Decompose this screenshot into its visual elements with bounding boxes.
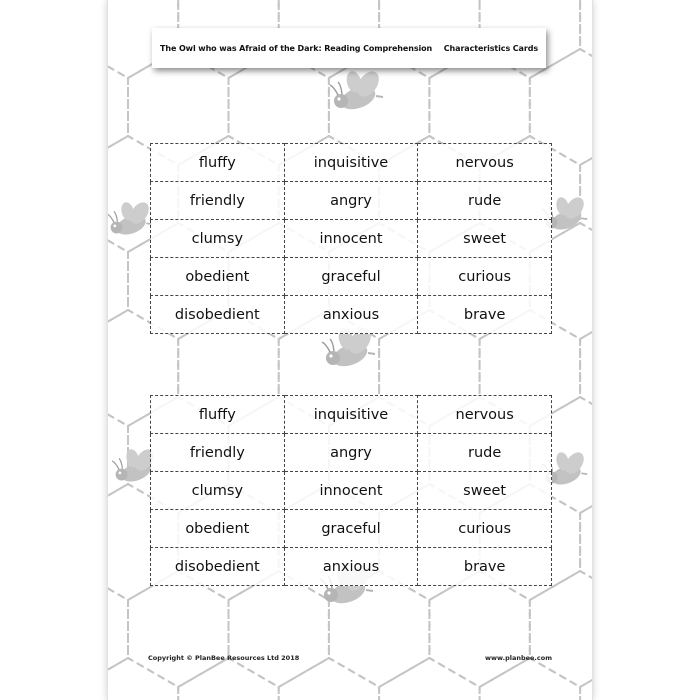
- title-bar: [152, 28, 546, 68]
- characteristic-card: rude: [418, 182, 552, 220]
- characteristic-card: curious: [418, 258, 552, 296]
- honeycomb-background: [108, 0, 592, 700]
- characteristic-card: brave: [418, 548, 552, 586]
- card-row: [151, 220, 552, 258]
- characteristic-card: innocent: [284, 220, 418, 258]
- characteristic-card: innocent: [284, 472, 418, 510]
- worksheet-title: The Owl who was Afraid of the Dark: Reading Comprehension: [160, 43, 433, 53]
- characteristic-card: fluffy: [151, 396, 285, 434]
- card-row: [151, 434, 552, 472]
- characteristic-card: disobedient: [151, 296, 285, 334]
- bee-icon: [330, 67, 383, 113]
- characteristic-card: anxious: [284, 296, 418, 334]
- characteristic-card: brave: [418, 296, 552, 334]
- website-link: www.planbee.com: [485, 654, 552, 662]
- characteristic-card: graceful: [284, 510, 418, 548]
- worksheet-page: [108, 0, 592, 700]
- card-row: [151, 472, 552, 510]
- characteristic-card: friendly: [151, 182, 285, 220]
- characteristic-card: curious: [418, 510, 552, 548]
- characteristic-card: sweet: [418, 220, 552, 258]
- characteristic-card: obedient: [151, 258, 285, 296]
- card-row: [151, 548, 552, 586]
- bee-icon: [108, 199, 153, 238]
- characteristic-card: nervous: [418, 396, 552, 434]
- card-row: [151, 144, 552, 182]
- worksheet-subtitle: Characteristics Cards: [443, 43, 538, 53]
- characteristic-card: inquisitive: [284, 396, 418, 434]
- characteristic-card: anxious: [284, 548, 418, 586]
- characteristic-card: graceful: [284, 258, 418, 296]
- characteristic-card: disobedient: [151, 548, 285, 586]
- characteristic-card: friendly: [151, 434, 285, 472]
- characteristic-card: clumsy: [151, 220, 285, 258]
- card-row: [151, 396, 552, 434]
- characteristic-card: sweet: [418, 472, 552, 510]
- characteristic-card: inquisitive: [284, 144, 418, 182]
- characteristic-card: angry: [284, 434, 418, 472]
- characteristic-card: rude: [418, 434, 552, 472]
- characteristic-card: clumsy: [151, 472, 285, 510]
- characteristic-card: fluffy: [151, 144, 285, 182]
- copyright-text: Copyright © PlanBee Resources Ltd 2018: [148, 654, 300, 662]
- card-row: [151, 258, 552, 296]
- card-row: [151, 182, 552, 220]
- characteristic-card: obedient: [151, 510, 285, 548]
- card-row: [151, 296, 552, 334]
- characteristics-card-grid-1: [150, 143, 552, 334]
- card-row: [151, 510, 552, 548]
- characteristics-card-grid-2: [150, 395, 552, 586]
- characteristic-card: nervous: [418, 144, 552, 182]
- characteristic-card: angry: [284, 182, 418, 220]
